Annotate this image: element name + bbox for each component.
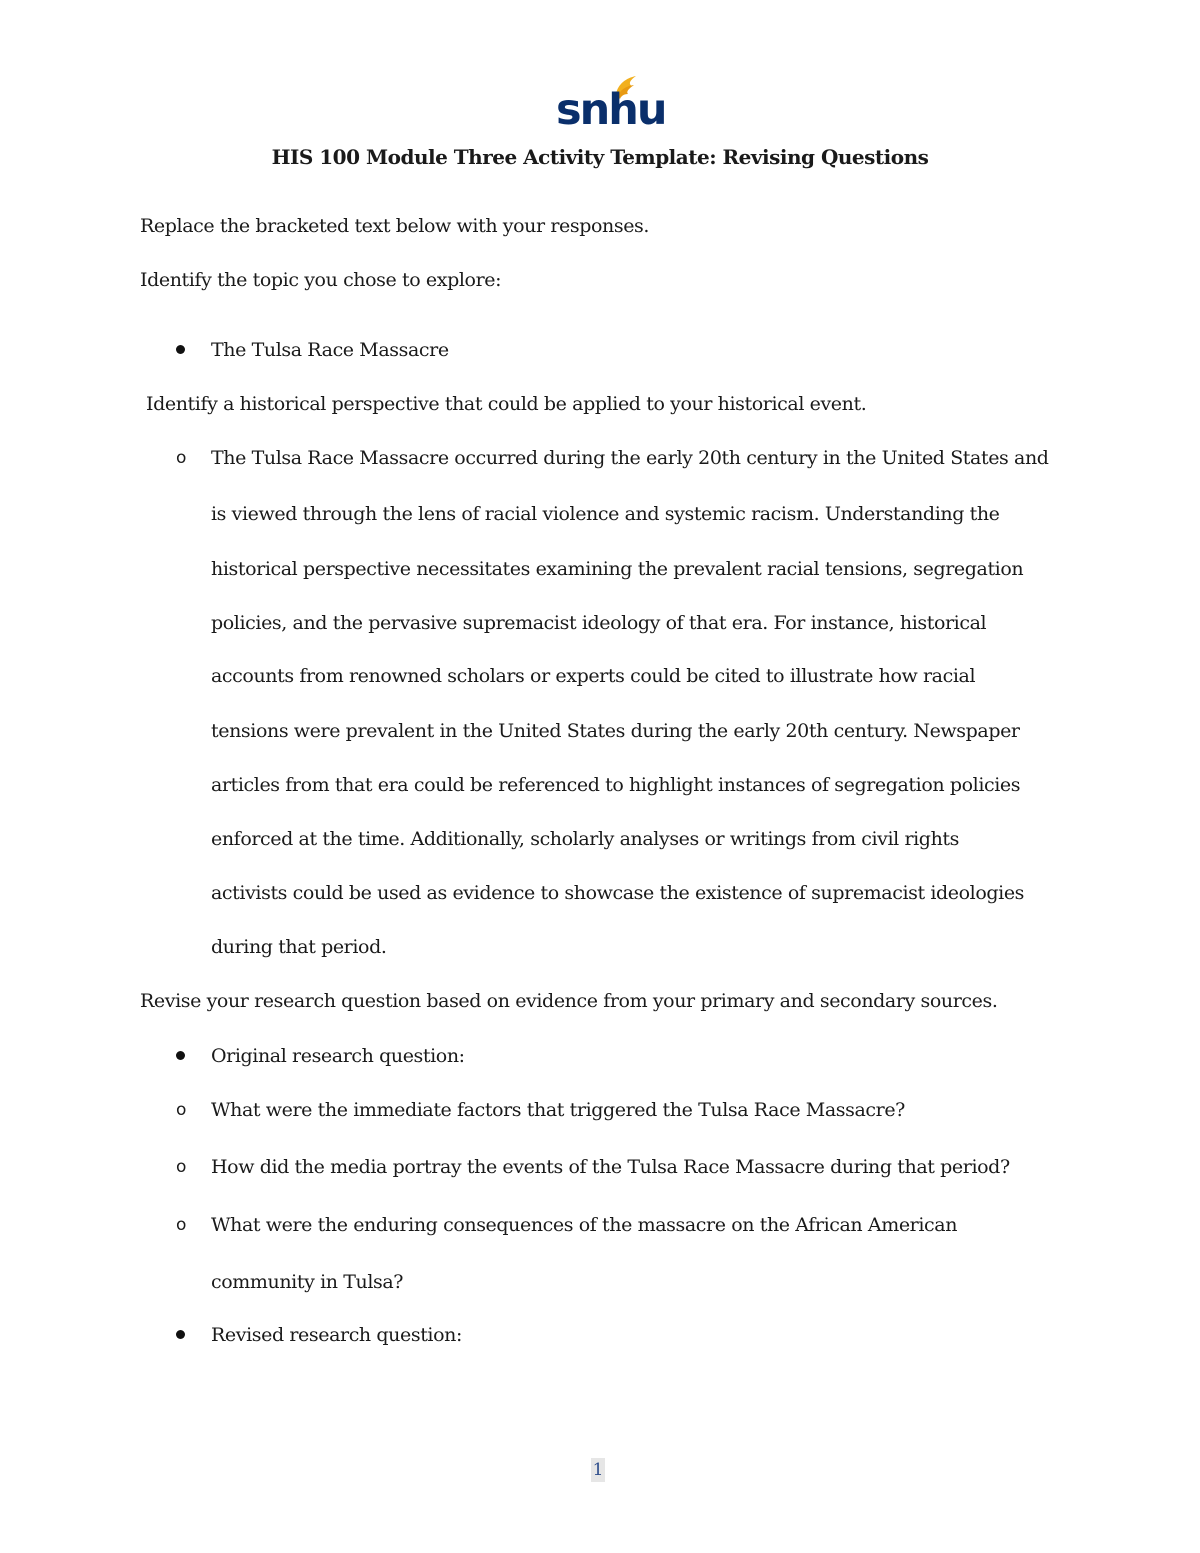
perspective-line: is viewed through the lens of racial violence and systemic racism. Understanding the	[211, 503, 1000, 525]
snhu-logo	[556, 74, 666, 135]
page-title: HIS 100 Module Three Activity Template: Revising Questions	[271, 145, 929, 169]
bullet-o-icon: o	[176, 1100, 187, 1120]
original-question: community in Tulsa?	[211, 1271, 404, 1293]
topic-answer: The Tulsa Race Massacre	[211, 339, 449, 361]
original-question: How did the media portray the events of the Tulsa Race Massacre during that period?	[211, 1156, 1010, 1178]
original-question: What were the enduring consequences of the massacre on the African American	[211, 1214, 958, 1236]
prompt-revise: Revise your research question based on evidence from your primary and secondary sources.	[140, 990, 998, 1012]
prompt-perspective: Identify a historical perspective that could be applied to your historical event.	[146, 393, 867, 415]
bullet-dot-icon	[176, 345, 185, 354]
perspective-line: policies, and the pervasive supremacist ideology of that era. For instance, historical	[211, 612, 987, 634]
bullet-o-icon: o	[176, 1215, 187, 1235]
original-question-label: Original research question:	[211, 1045, 465, 1067]
bullet-o-icon: o	[176, 1157, 187, 1177]
perspective-line: during that period.	[211, 936, 387, 958]
page-number: 1	[592, 1460, 604, 1480]
instructions-text: Replace the bracketed text below with your responses.	[140, 215, 650, 237]
perspective-line: articles from that era could be referenced to highlight instances of segregation policies	[211, 774, 1021, 796]
perspective-line: enforced at the time. Additionally, scholarly analyses or writings from civil rights	[211, 828, 959, 850]
perspective-line: historical perspective necessitates examining the prevalent racial tensions, segregation	[211, 558, 1024, 580]
bullet-o-icon: o	[176, 448, 187, 468]
prompt-topic: Identify the topic you chose to explore:	[140, 269, 502, 291]
bullet-dot-icon	[176, 1330, 185, 1339]
bullet-dot-icon	[176, 1051, 185, 1060]
perspective-line: activists could be used as evidence to showcase the existence of supremacist ideologies	[211, 882, 1025, 904]
revised-question-label: Revised research question:	[211, 1324, 462, 1346]
logo-wordmark: snhu	[556, 85, 666, 135]
original-question: What were the immediate factors that triggered the Tulsa Race Massacre?	[211, 1099, 905, 1121]
perspective-line: The Tulsa Race Massacre occurred during the early 20th century in the United States and	[211, 447, 1049, 469]
perspective-line: accounts from renowned scholars or experts could be cited to illustrate how racial	[211, 665, 976, 687]
perspective-line: tensions were prevalent in the United States during the early 20th century. Newspaper	[211, 720, 1020, 742]
